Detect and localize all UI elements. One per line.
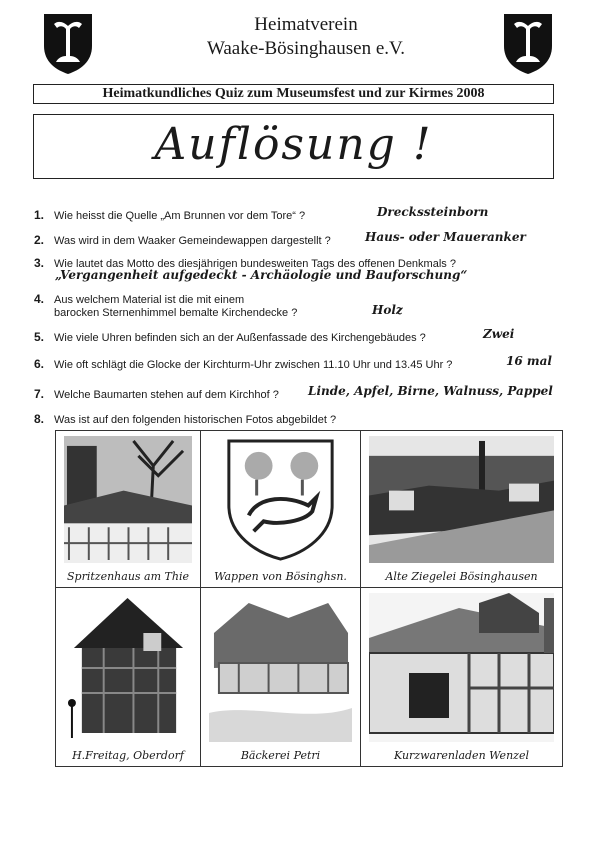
question-6 <box>34 357 564 372</box>
historic-photo <box>64 593 192 742</box>
question-number: 2. <box>34 233 45 247</box>
question-text: Wie lautet das Motto des diesjährigen bundesweiten Tags des offenen Denkmals ? <box>54 258 456 270</box>
answer-7: Linde, Apfel, Birne, Walnuss, Pappel <box>308 384 553 398</box>
historic-photo <box>209 436 352 563</box>
photo-cell <box>361 431 562 588</box>
question-text: Was wird in dem Waaker Gemeindewappen dargestellt ? <box>54 235 331 247</box>
photo-grid <box>55 430 563 767</box>
photo-caption: Alte Ziegelei Bösinghausen <box>385 570 538 583</box>
question-4 <box>34 292 564 307</box>
club-name-line2: Waake-Bösinghausen e.V. <box>206 38 406 59</box>
question-number: 8. <box>34 412 45 426</box>
coat-of-arms-icon <box>42 12 94 76</box>
question-number: 1. <box>34 208 45 222</box>
question-4-continued: barocken Sternenhimmel bemalte Kirchendecke ? <box>54 307 298 319</box>
photo-caption: Kurzwarenladen Wenzel <box>394 749 529 762</box>
question-text: Aus welchem Material ist die mit einem <box>54 294 245 306</box>
question-number: 5. <box>34 330 45 344</box>
answer-5: Zwei <box>483 327 515 341</box>
question-number: 3. <box>34 256 45 270</box>
answer-6: 16 mal <box>506 354 552 368</box>
question-text: Was ist auf den folgenden historischen Fotos abgebildet ? <box>54 414 337 426</box>
photo-cell <box>201 588 361 766</box>
club-name-line1: Heimatverein <box>254 14 358 35</box>
coat-of-arms-icon <box>502 12 554 76</box>
answer-2: Haus- oder Maueranker <box>365 230 526 244</box>
club-name <box>120 13 492 61</box>
photo-cell <box>56 588 201 766</box>
photo-cell <box>56 431 201 588</box>
question-text: Welche Baumarten stehen auf dem Kirchhof ? <box>54 389 279 401</box>
historic-photo <box>64 436 192 563</box>
question-text: Wie oft schlägt die Glocke der Kirchturm-Uhr zwischen 11.10 Uhr und 13.45 Uhr ? <box>54 359 453 371</box>
title-box <box>33 114 554 179</box>
page-title: Auflösung ! <box>154 119 433 170</box>
answer-4: Holz <box>372 303 403 317</box>
question-text: Wie heisst die Quelle „Am Brunnen vor dem Tore“ ? <box>54 210 306 222</box>
photo-caption: Wappen von Bösinghsn. <box>214 570 347 583</box>
answer-3: „Vergangenheit aufgedeckt - Archäologie und Bauforschung“ <box>55 268 468 282</box>
historic-photo <box>369 436 554 563</box>
question-number: 6. <box>34 357 45 371</box>
answer-1: Dreckssteinborn <box>377 205 489 219</box>
club-logo-right <box>502 12 554 76</box>
historic-photo <box>369 593 554 742</box>
club-logo-left <box>42 12 94 76</box>
question-text: Wie viele Uhren befinden sich an der Außenfassade des Kirchengebäudes ? <box>54 332 426 344</box>
question-number: 7. <box>34 387 45 401</box>
coat-of-arms-icon <box>209 436 352 563</box>
photo-cell <box>201 431 361 588</box>
photo-caption: H.Freitag, Oberdorf <box>72 749 184 762</box>
question-8 <box>34 412 564 427</box>
photo-caption: Spritzenhaus am Thie <box>67 570 189 583</box>
question-number: 4. <box>34 292 45 306</box>
photo-cell <box>361 588 562 766</box>
quiz-banner: Heimatkundliches Quiz zum Museumsfest und zur Kirmes 2008 <box>33 84 554 104</box>
photo-caption: Bäckerei Petri <box>240 749 321 762</box>
historic-photo <box>209 593 352 742</box>
